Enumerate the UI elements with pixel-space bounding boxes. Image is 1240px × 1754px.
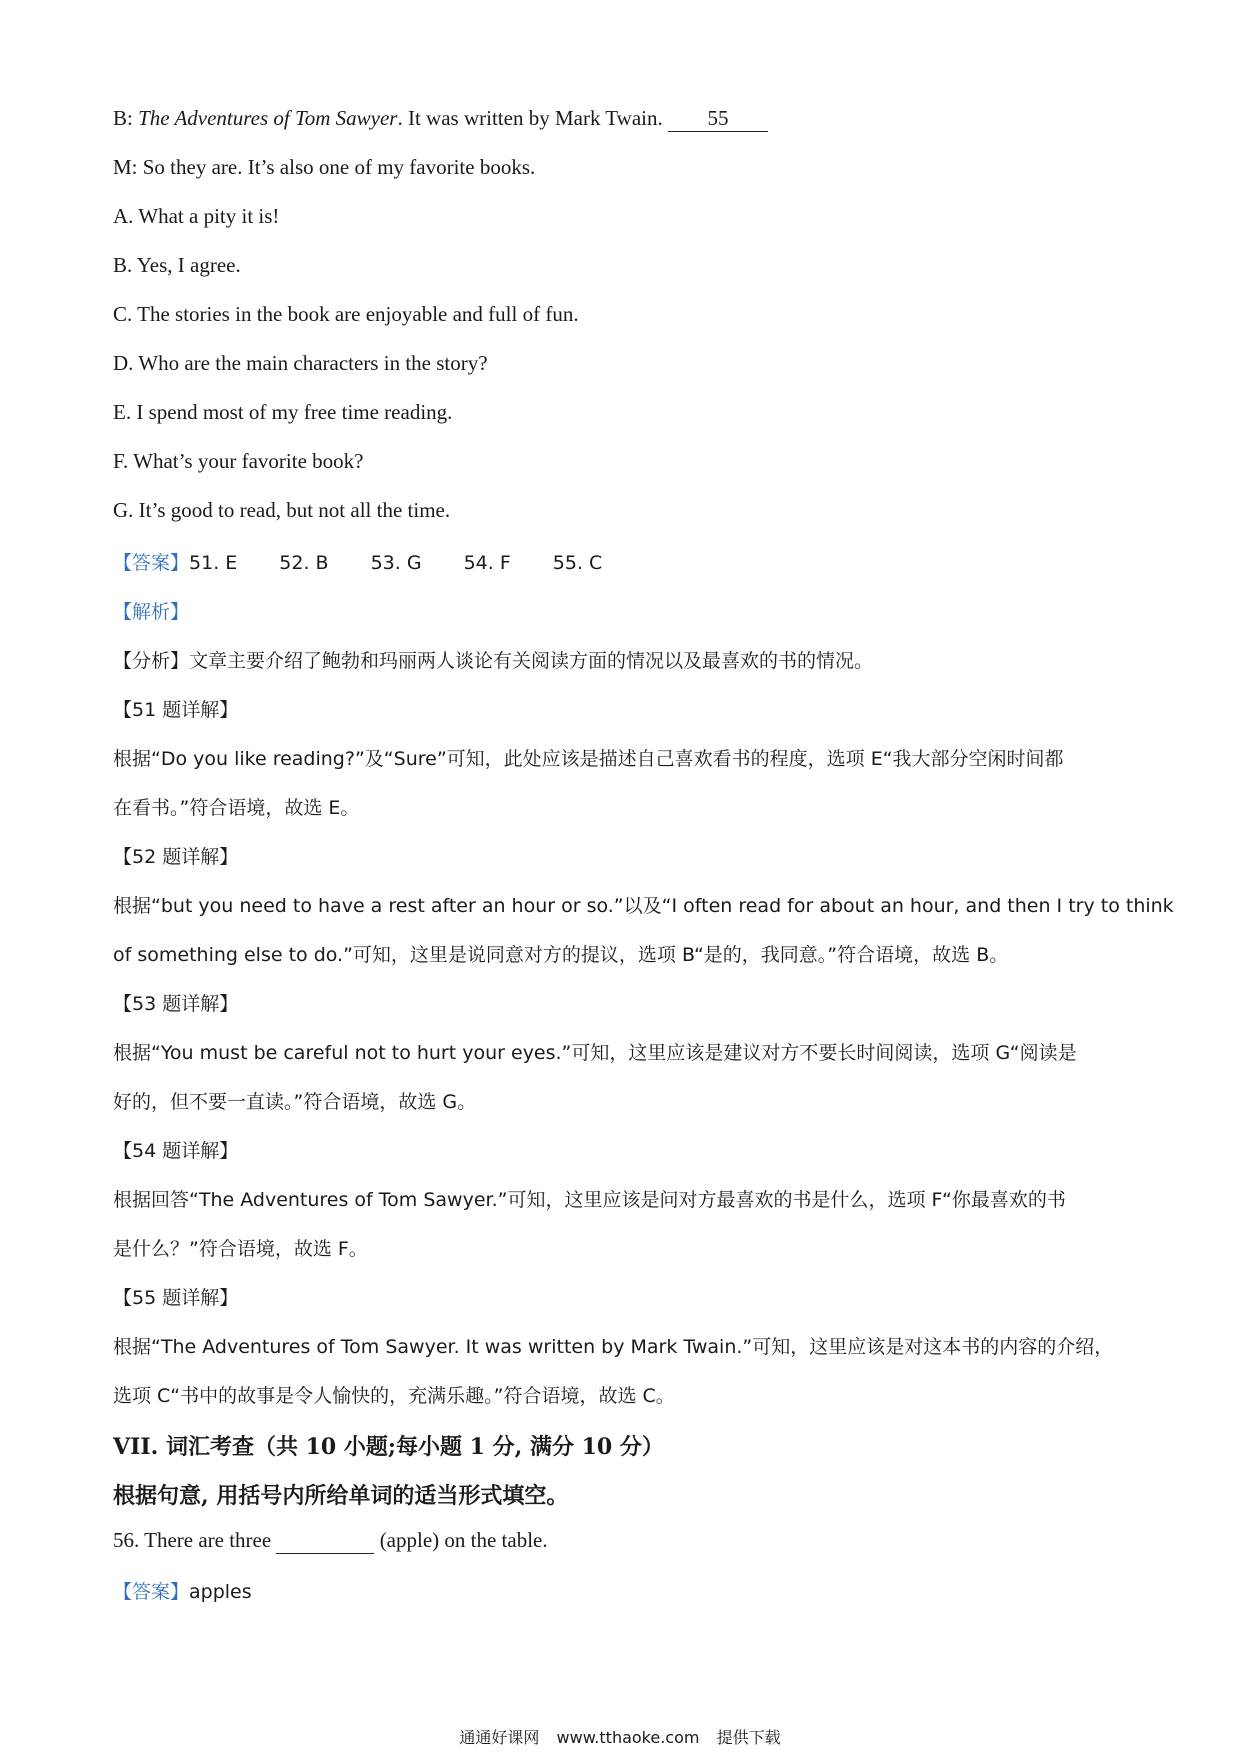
footer-url[interactable]: www.tthaoke.com — [556, 1728, 700, 1747]
detail-text: of something else to do.”可知，这里是说同意对方的提议，选项 B“是的，我同意。”符合语境，故选 B。 — [113, 944, 1009, 966]
option-b: B. Yes, I agree. — [113, 253, 241, 277]
answer-tag: 【答案】 — [113, 552, 190, 574]
detail-heading-52: 【52 题详解】 — [113, 846, 239, 868]
detail-text: 根据“but you need to have a rest after an hour or so.”以及“I often read for about an hour, and then I try to think — [113, 895, 1174, 917]
dialogue-line-m: M: So they are. It’s also one of my favorite books. — [113, 155, 536, 179]
answer-blank — [276, 1528, 374, 1554]
detail-text: 在看书。”符合语境，故选 E。 — [113, 797, 360, 819]
option-c: C. The stories in the book are enjoyable and full of fun. — [113, 302, 579, 326]
question-text: (apple) on the table. — [379, 1528, 548, 1552]
detail-text: 好的，但不要一直读。”符合语境，故选 G。 — [113, 1091, 477, 1113]
dialogue-text: . It was written by Mark Twain. — [397, 106, 663, 130]
detail-heading-51: 【51 题详解】 — [113, 699, 239, 721]
detail-text: 根据“You must be careful not to hurt your eyes.”可知，这里应该是建议对方不要长时间阅读，选项 G“阅读是 — [113, 1042, 1077, 1064]
answer-value: apples — [189, 1581, 252, 1603]
answer-tag: 【答案】 — [113, 1581, 190, 1603]
detail-text: 根据“Do you like reading?”及“Sure”可知，此处应该是描述自己喜欢看书的程度，选项 E“我大部分空闲时间都 — [113, 748, 1064, 770]
answer-item: 52. B — [279, 552, 329, 574]
option-e: E. I spend most of my free time reading. — [113, 400, 453, 424]
footer-note: 提供下载 — [716, 1728, 781, 1747]
option-f: F. What’s your favorite book? — [113, 449, 364, 473]
analysis-summary: 【分析】文章主要介绍了鲍勃和玛丽两人谈论有关阅读方面的情况以及最喜欢的书的情况。 — [113, 650, 874, 672]
detail-heading-53: 【53 题详解】 — [113, 993, 239, 1015]
question-text: 56. There are three — [113, 1528, 272, 1552]
detail-heading-54: 【54 题详解】 — [113, 1140, 239, 1162]
answer-blank: 55 — [668, 106, 768, 132]
question-56-answer — [113, 1577, 252, 1604]
dialogue-line-b — [113, 106, 768, 132]
option-a: A. What a pity it is! — [113, 204, 280, 228]
option-d: D. Who are the main characters in the story? — [113, 351, 488, 375]
footer-site-name: 通通好课网 — [459, 1728, 540, 1747]
detail-text: 根据回答“The Adventures of Tom Sawyer.”可知，这里应该是问对方最喜欢的书是什么，选项 F“你最喜欢的书 — [113, 1189, 1066, 1211]
answer-item: 51. E — [189, 552, 238, 574]
analysis-tag: 【解析】 — [113, 601, 190, 623]
answer-item: 53. G — [370, 552, 422, 574]
answer-line — [113, 548, 644, 575]
detail-text: 选项 C“书中的故事是令人愉快的，充满乐趣。”符合语境，故选 C。 — [113, 1385, 675, 1407]
answer-item: 55. C — [552, 552, 603, 574]
answer-item: 54. F — [463, 552, 511, 574]
detail-text: 根据“The Adventures of Tom Sawyer. It was written by Mark Twain.”可知，这里应该是对这本书的内容的介绍， — [113, 1336, 1114, 1358]
detail-text: 是什么？”符合语境，故选 F。 — [113, 1238, 368, 1260]
question-56 — [113, 1528, 548, 1554]
section-instruction: 根据句意, 用括号内所给单词的适当形式填空。 — [113, 1483, 569, 1509]
page-footer — [0, 1725, 1240, 1748]
detail-heading-55: 【55 题详解】 — [113, 1287, 239, 1309]
speaker-label: B: — [113, 106, 133, 130]
option-g: G. It’s good to read, but not all the time. — [113, 498, 451, 522]
book-title: The Adventures of Tom Sawyer — [138, 106, 398, 130]
section-heading: VII. 词汇考查（共 10 小题;每小题 1 分, 满分 10 分） — [113, 1434, 664, 1460]
